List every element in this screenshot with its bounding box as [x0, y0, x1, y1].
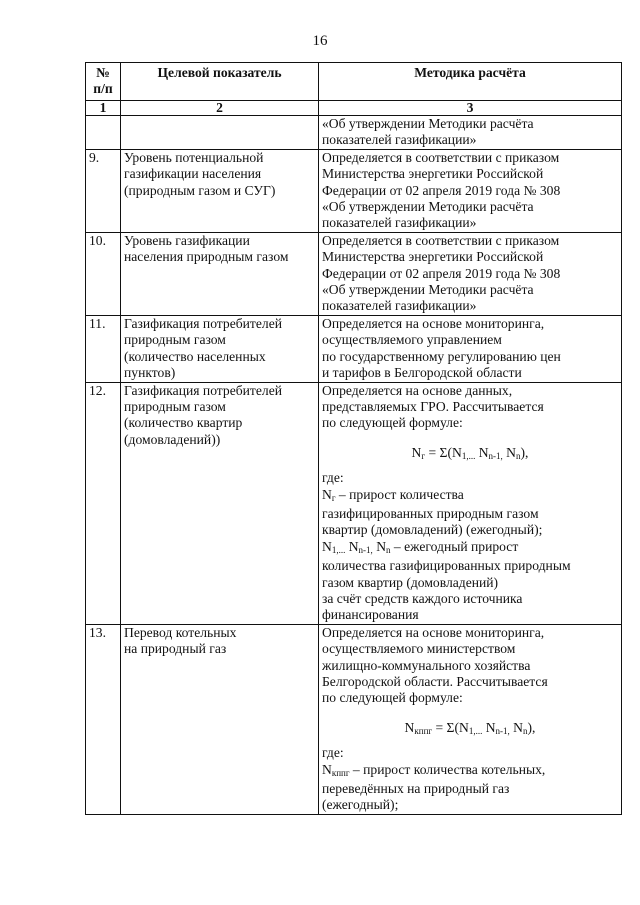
- method-line: и тарифов в Белгородской области: [322, 365, 522, 381]
- method-line: (ежегодный);: [322, 797, 399, 813]
- method-line: показателей газификации»: [322, 298, 477, 314]
- formula-subscript: 1,...: [331, 544, 346, 555]
- row-number: 11.: [86, 315, 121, 382]
- row-number: [86, 116, 121, 150]
- indicator-line: (количество квартир: [124, 415, 243, 431]
- indicator-cell: [121, 382, 319, 624]
- formula-subscript: n: [516, 450, 521, 461]
- indicator-line: природным газом: [124, 398, 226, 414]
- indicator-line: Уровень потенциальной: [124, 149, 264, 165]
- formula-symbol: N: [345, 538, 359, 554]
- method-line: осуществляемого управлением: [322, 332, 502, 348]
- formula-symbol: ),: [527, 719, 536, 735]
- formula-subscript: n-1,: [358, 544, 373, 555]
- indicator-cell: [121, 624, 319, 814]
- method-line: Федерации от 02 апреля 2019 года № 308: [322, 182, 561, 198]
- formula-symbol: N: [475, 444, 489, 460]
- method-line: Белгородской области. Рассчитывается: [322, 674, 548, 689]
- method-line: где:: [322, 745, 344, 761]
- method-line: представляемых ГРО. Рассчитывается: [322, 398, 544, 414]
- formula-subscript: г: [421, 450, 426, 461]
- method-line: переведённых на природный газ: [322, 781, 510, 797]
- row-number: 12.: [86, 382, 121, 624]
- definition-text: – прирост количества: [335, 486, 464, 502]
- method-line: Министерства энергетики Российской: [322, 166, 544, 182]
- formula-symbol: N: [482, 719, 496, 735]
- indicator-line: пунктов): [124, 365, 176, 381]
- indicator-line: населения природным газом: [124, 249, 289, 265]
- formula-subscript: n-1,: [495, 725, 510, 736]
- method-cell: [319, 232, 622, 315]
- method-line: [322, 539, 618, 558]
- table-row: [86, 232, 622, 315]
- method-cell: [319, 116, 622, 150]
- method-line: Определяется на основе данных,: [322, 382, 513, 398]
- indicator-line: газификации населения: [124, 166, 262, 182]
- indicator-line: Газификация потребителей: [124, 315, 283, 331]
- formula-subscript: n: [386, 544, 391, 555]
- table-header-row: [86, 63, 622, 101]
- header-indicator: Целевой показатель: [121, 63, 319, 101]
- method-line: «Об утверждении Методики расчёта: [322, 199, 534, 215]
- row-number: 10.: [86, 232, 121, 315]
- method-line: показателей газификации»: [322, 132, 477, 148]
- method-cell: [319, 315, 622, 382]
- formula-subscript: n: [523, 725, 528, 736]
- method-cell: [319, 624, 622, 814]
- formula-subscript: кппг: [331, 767, 350, 778]
- method-line: Определяется в соответствии с приказом: [322, 149, 560, 165]
- formula-symbol: N: [322, 761, 332, 777]
- method-line: по государственному регулированию цен: [322, 348, 561, 364]
- formula-symbol: N: [372, 538, 387, 554]
- indicator-cell: [121, 149, 319, 232]
- indicator-line: (природным газом и СУГ): [124, 182, 276, 198]
- formula-subscript: n-1,: [488, 450, 503, 461]
- indicator-cell: [121, 232, 319, 315]
- method-line: квартир (домовладений) (ежегодный);: [322, 522, 543, 538]
- indicator-line: на природный газ: [124, 641, 227, 657]
- method-line: Определяется на основе мониторинга,: [322, 315, 545, 331]
- formula: [322, 720, 618, 739]
- method-line: «Об утверждении Методики расчёта: [322, 116, 534, 131]
- formula-subscript: 1,...: [468, 725, 483, 736]
- table-row: [86, 116, 622, 150]
- method-line: где:: [322, 470, 344, 486]
- row-number: 9.: [86, 149, 121, 232]
- formula-symbol: N: [322, 486, 332, 502]
- method-line: финансирования: [322, 607, 419, 623]
- method-cell: [319, 149, 622, 232]
- indicator-line: Газификация потребителей: [124, 382, 283, 398]
- indicator-line: Уровень газификации: [124, 232, 250, 248]
- indicator-line: Перевод котельных: [124, 624, 237, 640]
- method-line: Федерации от 02 апреля 2019 года № 308: [322, 265, 561, 281]
- formula-symbol: N: [411, 444, 422, 460]
- formula-symbol: N: [502, 444, 516, 460]
- header-method: Методика расчёта: [319, 63, 622, 101]
- table-row: [86, 149, 622, 232]
- indicators-table: [85, 62, 622, 815]
- row-number: 13.: [86, 624, 121, 814]
- indicator-cell: [121, 116, 319, 150]
- column-numbers-row: [86, 101, 622, 116]
- column-number-3: 3: [319, 101, 622, 116]
- method-line: [322, 487, 618, 506]
- formula: [322, 445, 618, 464]
- method-line: показателей газификации»: [322, 215, 477, 231]
- formula-subscript: г: [331, 492, 336, 503]
- formula-subscript: кппг: [414, 725, 433, 736]
- method-line: Министерства энергетики Российской: [322, 249, 544, 265]
- formula-subscript: 1,...: [461, 450, 476, 461]
- method-line: за счёт средств каждого источника: [322, 590, 523, 606]
- method-line: по следующей формуле:: [322, 415, 463, 431]
- definition-text: – прирост количества котельных,: [349, 761, 546, 777]
- column-number-2: 2: [121, 101, 319, 116]
- formula-symbol: ),: [520, 444, 529, 460]
- definition-text: – ежегодный прирост: [390, 538, 519, 554]
- page-number: 16: [312, 33, 328, 49]
- method-line: по следующей формуле:: [322, 690, 463, 706]
- method-line: Определяется на основе мониторинга,: [322, 624, 545, 640]
- method-line: газифицированных природным газом: [322, 505, 539, 521]
- formula-symbol: = Σ(N: [425, 444, 462, 460]
- header-number: № п/п: [86, 63, 121, 101]
- method-line: жилищно-коммунального хозяйства: [322, 657, 531, 673]
- table-row: [86, 624, 622, 814]
- indicator-line: (количество населенных: [124, 348, 266, 364]
- table-row: [86, 382, 622, 624]
- method-line: Определяется в соответствии с приказом: [322, 232, 560, 248]
- formula-symbol: N: [404, 719, 415, 735]
- column-number-1: 1: [86, 101, 121, 116]
- formula-symbol: = Σ(N: [432, 719, 469, 735]
- indicator-line: (домовладений)): [124, 431, 221, 447]
- formula-symbol: N: [322, 538, 332, 554]
- indicator-line: природным газом: [124, 332, 226, 348]
- table-row: [86, 315, 622, 382]
- method-cell: [319, 382, 622, 624]
- formula-symbol: N: [509, 719, 523, 735]
- method-line: осуществляемого министерством: [322, 641, 516, 657]
- method-line: «Об утверждении Методики расчёта: [322, 282, 534, 298]
- method-line: газом квартир (домовладений): [322, 574, 499, 590]
- method-line: количества газифицированных природным: [322, 558, 571, 574]
- method-line: [322, 762, 618, 781]
- indicator-cell: [121, 315, 319, 382]
